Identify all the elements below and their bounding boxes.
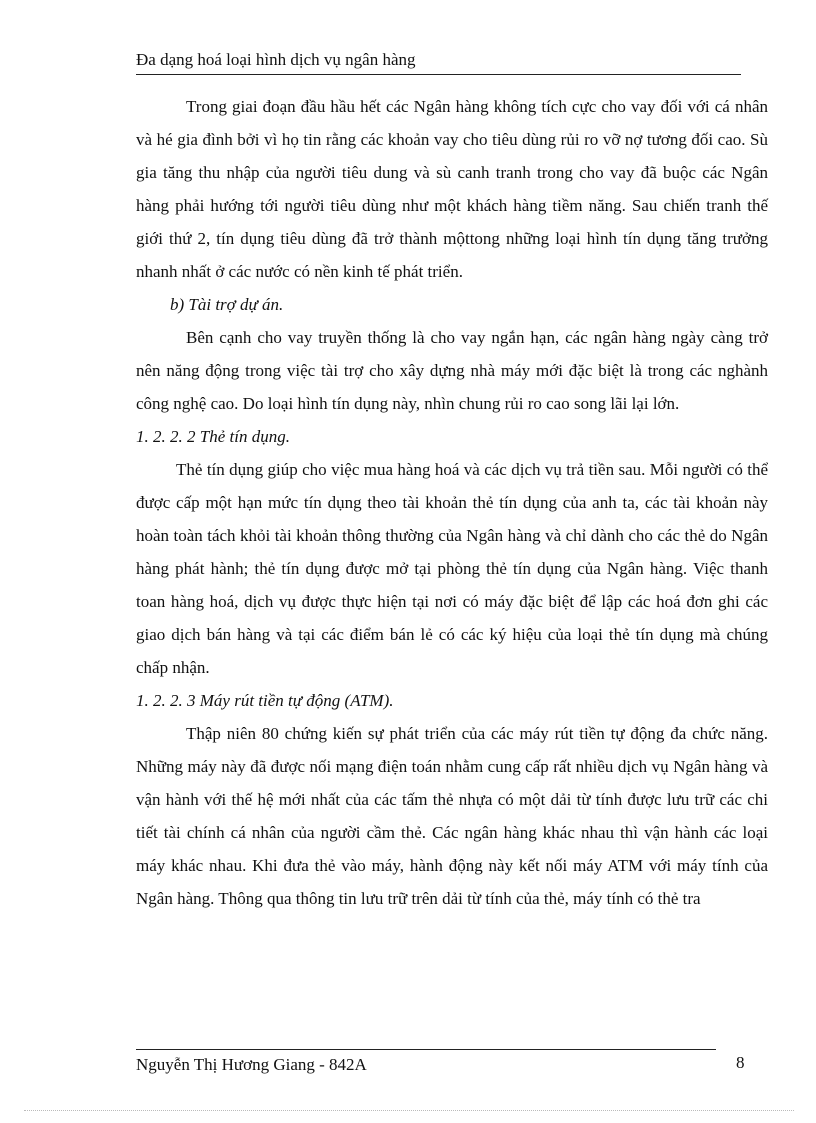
- paragraph: Trong giai đoạn đầu hầu hết các Ngân hàng không tích cực cho vay đối với cá nhân và hé gia đình bởi vì họ tin rằng các khoản vay cho tiêu dùng rủi ro vỡ nợ tương đối cao. Sù gia tăng thu nhập của người tiêu dung và sù canh tranh trong cho vay đã buộc các Ngân hàng phải hướng tới người tiêu dùng như một khách hàng tiềm năng. Sau chiến tranh thế giới thứ 2, tín dụng tiêu dùng đã trở thành mộttong những loại hình tín dụng tăng trưởng nhanh nhất ở các nước có nền kinh tế phát triển.: [136, 97, 768, 281]
- paragraph: Thẻ tín dụng giúp cho việc mua hàng hoá và các dịch vụ trả tiền sau. Mỗi người có thể được cấp một hạn mức tín dụng theo tài khoản thẻ tín dụng của anh ta, các tài khoản này hoàn toàn tách khỏi tài khoản thông thường của Ngân hàng và chỉ dành cho các thẻ do Ngân hàng phát hành; thẻ tín dụng được mở tại phòng thẻ tín dụng của Ngân hàng. Việc thanh toan hàng hoá, dịch vụ được thực hiện tại nơi có máy đặc biệt để lập các hoá đơn ghi các giao dịch bán hàng và tại các điểm bán lẻ có các ký hiệu của loại thẻ tín dụng mà chúng chấp nhận.: [136, 460, 768, 677]
- subsection-heading: b) Tài trợ dự án.: [170, 295, 284, 314]
- paragraph: Bên cạnh cho vay truyền thống là cho vay ngắn hạn, các ngân hàng ngày càng trở nên năng động trong việc tài trợ cho xây dựng nhà máy mới đặc biệt là trong các nghành công nghệ cao. Do loại hình tín dụng này, nhìn chung rủi ro cao song lãi lại lớn.: [136, 328, 768, 413]
- footer-divider: [136, 1049, 716, 1050]
- page-number: 8: [736, 1053, 745, 1072]
- paragraph: Thập niên 80 chứng kiến sự phát triển của các máy rút tiền tự động đa chức năng. Những máy này đã được nối mạng điện toán nhằm cung cấp rất nhiều dịch vụ Ngân hàng và vận hành với thế hệ mới nhất của các tấm thẻ nhựa có một dải từ tính được lưu trữ các chi tiết tài chính cá nhân của người cầm thẻ. Các ngân hàng khác nhau thì vận hành các loại máy khác nhau. Khi đưa thẻ vào máy, hành động này kết nối máy ATM với máy tính của Ngân hàng. Thông qua thông tin lưu trữ trên dải từ tính của thẻ, máy tính có thẻ tra: [136, 724, 768, 908]
- page-bottom-border: [24, 1110, 794, 1111]
- section-heading: 1. 2. 2. 3 Máy rút tiền tự động (ATM).: [136, 691, 394, 710]
- section-heading: 1. 2. 2. 2 Thẻ tín dụng.: [136, 427, 290, 446]
- footer-author: Nguyễn Thị Hương Giang - 842A: [136, 1055, 367, 1074]
- document-body: [136, 90, 768, 915]
- page-header: Đa dạng hoá loại hình dịch vụ ngân hàng: [136, 50, 741, 75]
